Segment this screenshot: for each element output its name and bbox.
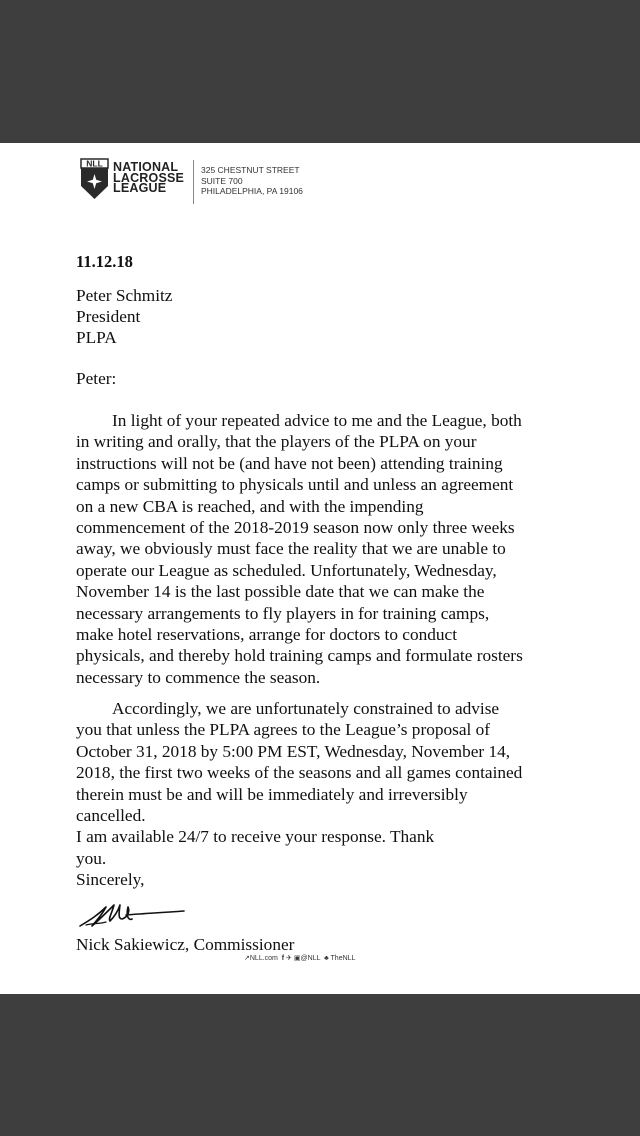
- letterhead-divider: [193, 160, 194, 204]
- address-line: SUITE 700: [201, 175, 243, 186]
- website: NLL.com: [249, 955, 278, 962]
- body-paragraph-2: [76, 698, 570, 891]
- address-line: 325 CHESTNUT STREET: [201, 165, 300, 175]
- snapchat-icon: ♣: [324, 955, 329, 962]
- recipient-title: President: [76, 307, 141, 326]
- body-line: I am available 24/7 to receive your response. Thank: [76, 827, 435, 847]
- body-line: necessary to commence the season.: [76, 667, 321, 687]
- body-line: October 31, 2018 by 5:00 PM EST, Wednesday, November 14,: [76, 741, 511, 761]
- instagram-icon: ▣: [293, 955, 301, 962]
- salutation: Peter:: [76, 369, 117, 388]
- body-line: camps or submitting to physicals until and unless an agreement: [76, 475, 514, 495]
- body-line: make hotel reservations, arrange for doctors to conduct: [76, 625, 458, 645]
- body-line: away, we obviously must face the reality that we are unable to: [76, 539, 506, 559]
- snapchat-handle: TheNLL: [330, 955, 356, 962]
- letter-date: 11.12.18: [76, 252, 133, 271]
- body-paragraph-1: [76, 410, 570, 688]
- body-line: therein must be and will be immediately and irreversibly: [76, 784, 468, 804]
- body-line: necessary arrangements to fly players in for training camps,: [76, 603, 490, 623]
- twitter-icon: ✈: [286, 955, 292, 962]
- body-line: commencement of the 2018-2019 season now only three weeks: [76, 518, 515, 538]
- body-line: In light of your repeated advice to me and the League, both: [112, 411, 522, 430]
- footer-social: [244, 954, 355, 962]
- body-line: physicals, and thereby hold training camps and formulate rosters: [76, 646, 523, 666]
- handwritten-signature: [76, 893, 188, 933]
- signer-name: Nick Sakiewicz, Commissioner: [76, 935, 295, 954]
- body-line: on a new CBA is reached, and with the impending: [76, 496, 424, 516]
- letterhead-address: [201, 165, 303, 197]
- body-line: Accordingly, we are unfortunately constrained to advise: [112, 699, 500, 718]
- recipient-org: PLPA: [76, 328, 117, 347]
- body-line: 2018, the first two weeks of the seasons and all games contained: [76, 763, 523, 783]
- org-name: [113, 162, 184, 194]
- address-line: PHILADELPHIA, PA 19106: [201, 186, 303, 196]
- closing: Sincerely,: [76, 870, 145, 890]
- body-line: instructions will not be (and have not been) attending training: [76, 453, 503, 473]
- org-name-line: LACROSSE: [113, 170, 185, 185]
- body-line: cancelled.: [76, 806, 146, 826]
- recipient-name: Peter Schmitz: [76, 286, 173, 305]
- nll-shield-logo: [80, 158, 109, 200]
- facebook-icon: f: [281, 955, 285, 962]
- org-name-line: LEAGUE: [113, 181, 167, 195]
- body-line: operate our League as scheduled. Unfortunately, Wednesday,: [76, 560, 497, 580]
- link-icon: ↗: [244, 955, 250, 962]
- body-line: you.: [76, 848, 107, 868]
- body-line: in writing and orally, that the players of the PLPA on your: [76, 432, 477, 452]
- logo-badge: NLL: [86, 158, 103, 169]
- org-name-line: NATIONAL: [113, 160, 179, 174]
- body-line: you that unless the PLPA agrees to the League’s proposal of: [76, 720, 491, 740]
- social-handle: @NLL: [300, 955, 321, 962]
- body-line: November 14 is the last possible date that we can make the: [76, 582, 485, 602]
